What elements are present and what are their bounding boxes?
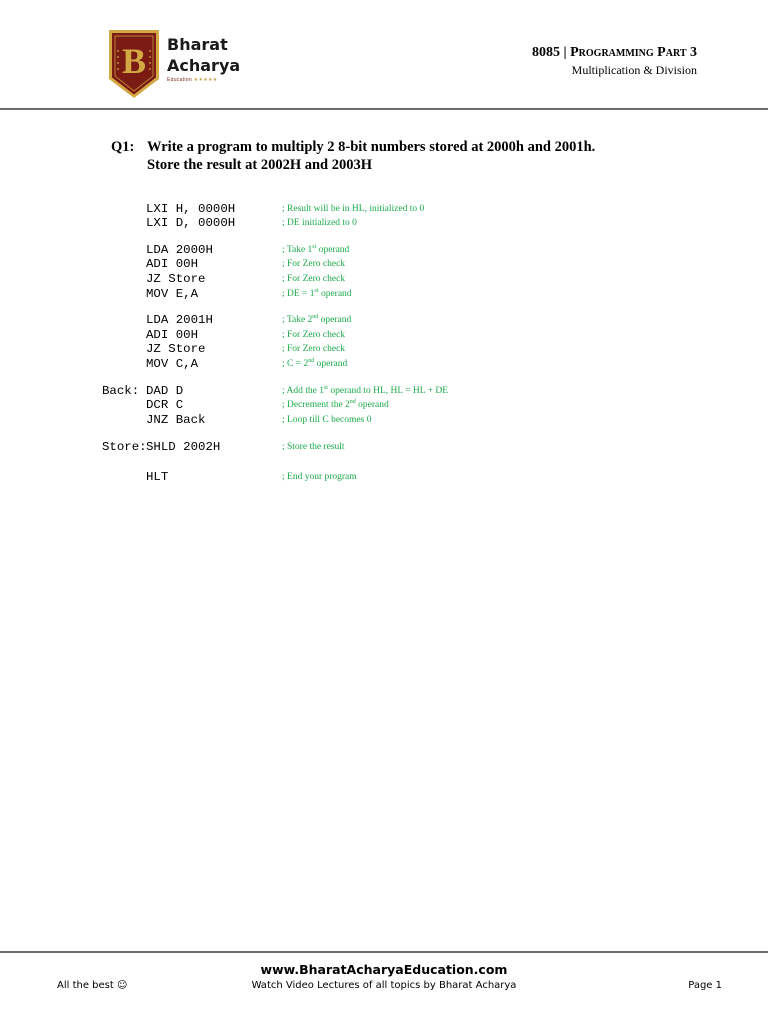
code-comment-tail: operand	[318, 315, 352, 325]
code-comment: ; For Zero check	[282, 259, 346, 269]
code-comment-ordinal: st	[312, 243, 317, 250]
code-line	[0, 384, 768, 399]
document-subtitle: Multiplication & Division	[571, 63, 697, 77]
code-label: Back:	[102, 384, 140, 398]
code-instruction: MOV E,A	[146, 287, 199, 301]
code-instruction: MOV C,A	[146, 357, 199, 371]
code-line	[0, 243, 768, 258]
code-instruction: DCR C	[146, 398, 184, 412]
footer-website: www.BharatAcharyaEducation.com	[260, 962, 508, 977]
brand-tagline	[167, 76, 240, 84]
code-comment-ordinal: st	[323, 384, 328, 391]
code-comment: ; For Zero check	[282, 344, 346, 354]
question-text	[147, 138, 707, 174]
code-instruction: SHLD 2002H	[146, 440, 221, 454]
footer-page-number: Page 1	[688, 980, 722, 991]
code-line	[0, 398, 768, 413]
logo-letter: B	[121, 41, 147, 81]
code-comment: ; DE initialized to 0	[282, 218, 357, 228]
brand-block	[167, 34, 240, 84]
code-comment-tail: operand	[355, 400, 389, 410]
code-comment-text: ; C = 2	[282, 359, 309, 369]
code-line	[0, 328, 768, 343]
code-instruction: LDA 2000H	[146, 243, 213, 257]
code-comment-ordinal: nd	[312, 313, 319, 320]
code-comment-text: ; DE = 1	[282, 289, 315, 299]
code-line	[0, 287, 768, 302]
code-line	[0, 342, 768, 357]
code-instruction: ADI 00H	[146, 257, 199, 271]
code-comment-tail: operand	[314, 359, 348, 369]
code-comment-tail: operand to HL, HL = HL + DE	[327, 386, 449, 396]
code-instruction: DAD D	[146, 384, 184, 398]
document-title-block	[532, 44, 697, 78]
code-instruction: HLT	[146, 470, 169, 484]
code-comment	[282, 398, 389, 413]
code-comment: ; For Zero check	[282, 330, 346, 340]
code-line	[0, 440, 768, 455]
code-line	[0, 470, 768, 485]
code-comment	[282, 313, 351, 328]
code-line	[0, 202, 768, 217]
code-instruction: LXI D, 0000H	[146, 216, 236, 230]
brand-tagline-text: Education	[167, 77, 192, 83]
code-instruction: LXI H, 0000H	[146, 202, 236, 216]
code-comment-text: ; Take 2	[282, 315, 313, 325]
header-divider	[0, 108, 768, 110]
code-comment: ; End your program	[282, 472, 357, 482]
footer-watch-text: Watch Video Lectures of all topics by Bharat Acharya	[251, 980, 517, 991]
question-line-1: Write a program to multiply 2 8-bit numbers stored at 2000h and 2001h.	[147, 139, 596, 155]
brand-stars-icon: ★★★★★	[193, 77, 218, 83]
code-comment	[282, 287, 352, 302]
code-label: Store:	[102, 440, 147, 454]
code-comment-ordinal: nd	[308, 357, 315, 364]
code-instruction: LDA 2001H	[146, 313, 213, 327]
code-comment-text: ; Decrement the 2	[282, 400, 350, 410]
code-comment-tail: operand	[316, 245, 350, 255]
logo-shield-icon	[108, 29, 160, 99]
code-comment-ordinal: st	[314, 287, 319, 294]
code-comment: ; Result will be in HL, initialized to 0	[282, 204, 425, 214]
question-number: Q1:	[111, 139, 135, 155]
document-title: 8085 | Programming Part 3	[532, 45, 697, 60]
brand-name-line2: Acharya	[167, 56, 241, 75]
code-comment: ; Loop till C becomes 0	[282, 415, 372, 425]
code-comment	[282, 357, 347, 372]
code-comment	[282, 384, 448, 399]
footer-left-text: All the best ☺	[57, 980, 128, 991]
code-line	[0, 413, 768, 428]
code-comment: ; Store the result	[282, 442, 345, 452]
code-line	[0, 216, 768, 231]
code-comment: ; For Zero check	[282, 274, 346, 284]
code-comment-text: ; Add the 1	[282, 386, 324, 396]
footer-divider	[0, 951, 768, 953]
code-comment-ordinal: nd	[349, 398, 356, 405]
code-line	[0, 272, 768, 287]
code-line	[0, 257, 768, 272]
code-comment-text: ; Take 1	[282, 245, 313, 255]
code-comment-tail: operand	[318, 289, 352, 299]
code-instruction: JZ Store	[146, 272, 206, 286]
code-line	[0, 313, 768, 328]
question-line-2: Store the result at 2002H and 2003H	[147, 157, 373, 173]
brand-name-line1: Bharat	[167, 35, 228, 54]
code-instruction: JZ Store	[146, 342, 206, 356]
code-comment	[282, 243, 349, 258]
code-instruction: JNZ Back	[146, 413, 206, 427]
code-line	[0, 357, 768, 372]
code-instruction: ADI 00H	[146, 328, 199, 342]
